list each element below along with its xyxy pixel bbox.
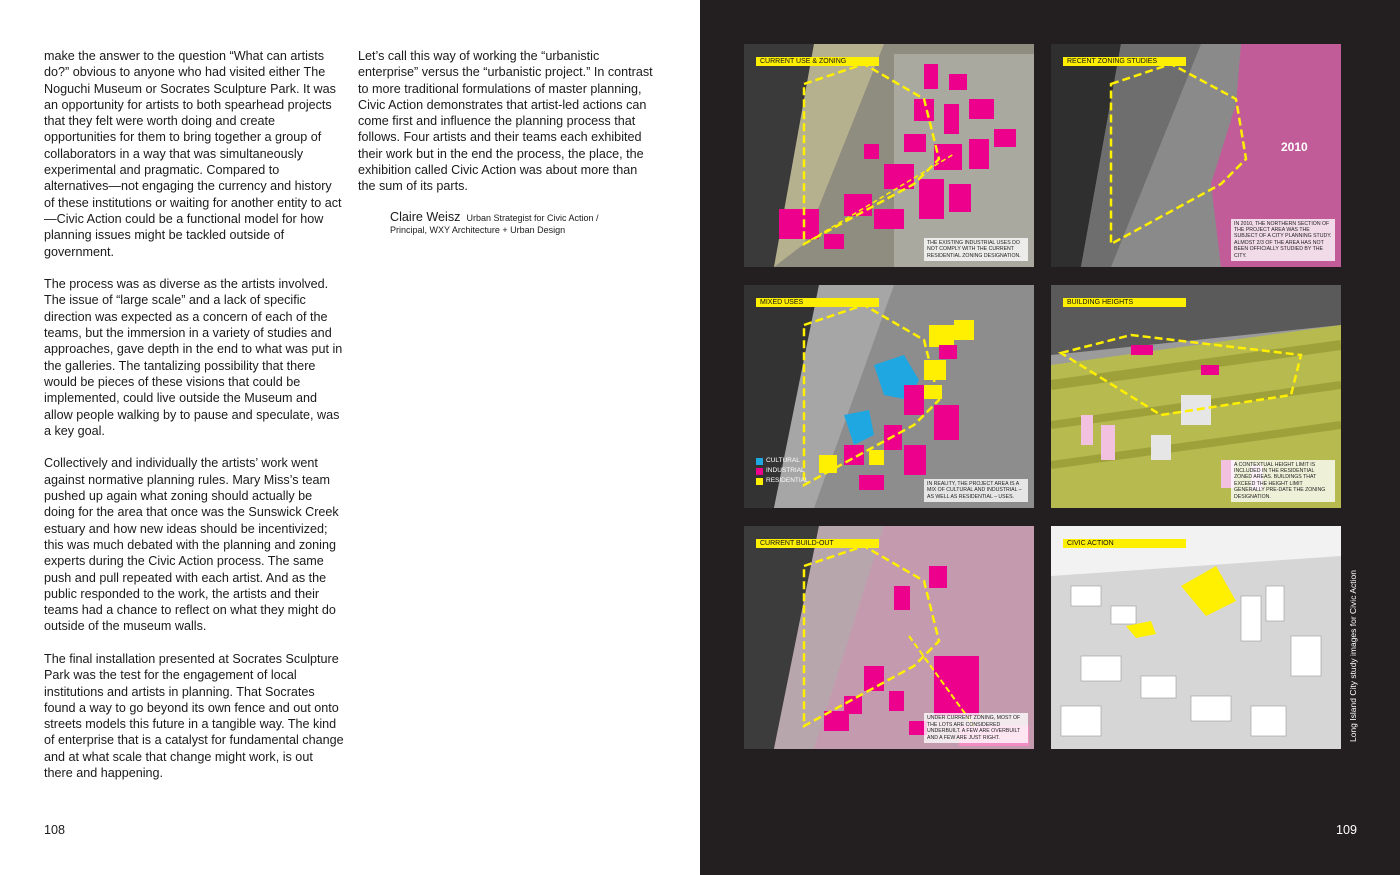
paragraph-1: make the answer to the question “What can artists do?” obvious to anyone who had visited either The Noguchi Museum or Socrates Sculpture Park. It was an opportunity for artists to both spearhead projects that they felt were worth doing and create opportunities for them to bring together a group of collaborators in a way that was simultaneously experimental and pragmatic. Compared to alternatives—not engaging the currency and history of these institutions or waiting for another entity to act—Civic Action could be a functional model for how planning issues might be tackled outside of government. [44, 49, 342, 259]
map-current-use [744, 44, 1034, 267]
panel-current-use-zoning [744, 44, 1034, 267]
paragraph-3: Collectively and individually the artists’ work went against normative planning rules. Mary Miss’s team pushed up again what zoning should actually be doing for the area that once was the Sunswick Creek estuary and how new ideas should be incentivized; this was much debated with the planning and zoning experts during the Civic Action process. The same push and pull repeated with each artist. And as the public responded to the work, the artists and their teams had a chance to reflect on what they might do outside of the museum walls. [44, 456, 339, 634]
panel-civic-action [1051, 526, 1341, 749]
panel-caption: THE EXISTING INDUSTRIAL USES DO NOT COMPLY WITH THE CURRENT RESIDENTIAL ZONING DESIGNATION. [924, 238, 1028, 261]
year-label: 2010 [1281, 140, 1308, 154]
paragraph-2: The process was as diverse as the artists involved. The issue of “large scale” and a lack of specific direction was expected as a concern of each of the teams, but the immersion in a variety of studies and approaches, gave depth in the end to what was put in the galleries. The tantalizing possibility that there would be pieces of these visions that could be implemented, could live outside the Museum and allow people walking by to pause and speculate, was a key goal. [44, 277, 343, 438]
panel-label: CURRENT BUILD-OUT [756, 539, 879, 548]
panel-label: CIVIC ACTION [1063, 539, 1186, 548]
signature [358, 211, 658, 236]
vertical-caption: Long Island City study images for Civic Action [1348, 570, 1358, 742]
swatch-cultural [756, 458, 763, 465]
swatch-residential [756, 478, 763, 485]
map-civic-action [1051, 526, 1341, 749]
page-number-right: 109 [1336, 823, 1358, 837]
swatch-industrial [756, 468, 763, 475]
paragraph-5: Let’s call this way of working the “urbanistic enterprise” versus the “urbanistic project.” In contrast to more traditional formulations of master planning, Civic Action demonstrates that artist-led actions can come first and influence the planning process that follows. Four artists and their teams each exhibited their work but in the end the process, the place, the exhibition called Civic Action was about more than the sum of its parts. [358, 49, 653, 194]
panel-caption: IN 2010, THE NORTHERN SECTION OF THE PROJECT AREA WAS THE SUBJECT OF A CITY PLANNING STUDY. ALMOST 2/3 OF THE AREA HAS NOT BEEN OFFICIALLY STUDIED BY THE CITY. [1231, 219, 1335, 261]
panel-mixed-uses [744, 285, 1034, 508]
legend-item-cultural: CULTURAL [756, 456, 809, 466]
page-number-left: 108 [44, 823, 66, 837]
text-column-1 [44, 48, 344, 798]
panel-caption: IN REALITY, THE PROJECT AREA IS A MIX OF CULTURAL AND INDUSTRIAL – AS WELL AS RESIDENTIAL – USES. [924, 479, 1028, 502]
panel-label: CURRENT USE & ZONING [756, 57, 879, 66]
panel-label: MIXED USES [756, 298, 879, 307]
paragraph-4: The final installation presented at Socrates Sculpture Park was the test for the engagement of local institutions and artists in planning. That Socrates found a way to go beyond its own fence and out onto streets models this future in a tangible way. The kind of enterprise that is a catalyst for fundamental change and at what scale that change might work, is out there and happening. [44, 651, 344, 781]
panel-caption: UNDER CURRENT ZONING, MOST OF THE LOTS ARE CONSIDERED UNDERBUILT. A FEW ARE OVERBUILT AND A FEW ARE JUST RIGHT. [924, 713, 1028, 743]
panel-building-heights [1051, 285, 1341, 508]
legend-item-industrial: INDUSTRIAL [756, 466, 809, 476]
map-legend [756, 456, 809, 486]
signature-title-2: Principal, WXY Architecture + Urban Design [390, 224, 566, 235]
legend-item-residential: RESIDENTIAL [756, 476, 809, 486]
right-page [700, 0, 1400, 875]
text-column-2 [358, 48, 658, 236]
panel-caption: A CONTEXTUAL HEIGHT LIMIT IS INCLUDED IN THE RESIDENTIAL ZONED AREAS. BUILDINGS THAT EXCEED THE HEIGHT LIMIT GENERALLY PRE-DATE THE ZONING DESIGNATION. [1231, 460, 1335, 502]
panel-recent-zoning [1051, 44, 1341, 267]
panel-label: BUILDING HEIGHTS [1063, 298, 1186, 307]
signature-title-1: Urban Strategist for Civic Action / [466, 212, 599, 223]
panel-current-build-out [744, 526, 1034, 749]
panel-label: RECENT ZONING STUDIES [1063, 57, 1186, 66]
signature-name: Claire Weisz [390, 209, 461, 224]
